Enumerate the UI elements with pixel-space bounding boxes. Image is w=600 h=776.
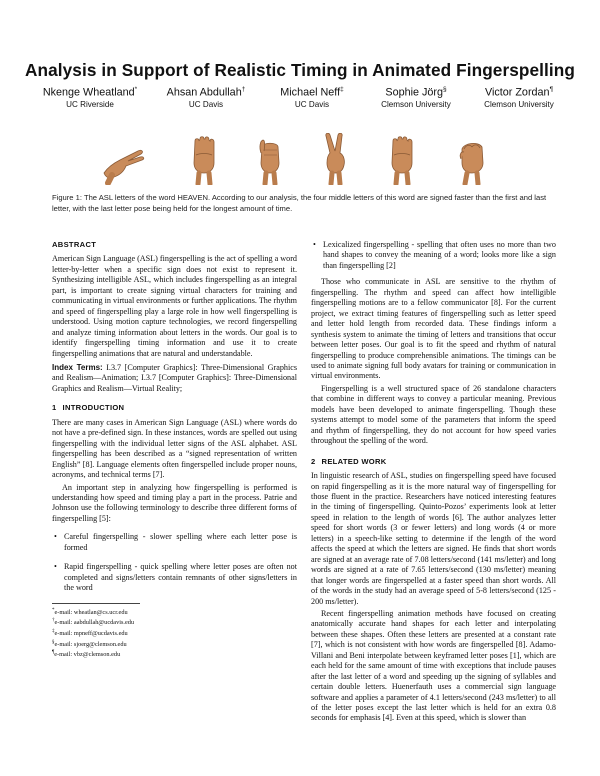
author-affiliation: UC Davis bbox=[188, 99, 224, 109]
bullet-item: • Lexicalized fingerspelling - spelling that often uses no more than two hand shapes to convey the meaning of a word; looks more like a sign than fingerspelling [2] bbox=[311, 240, 556, 271]
footnote-mark: § bbox=[52, 639, 55, 645]
footnote-text: e-mail: sjoerg@clemson.edu bbox=[54, 640, 127, 648]
hand-sign-e-image bbox=[380, 133, 426, 185]
footnote-text: e-mail: wheatlan@cs.ucr.edu bbox=[54, 608, 128, 616]
paragraph: Recent fingerspelling animation methods have focused on creating anatomically accurate hand shapes for each letter and interpolating between these shapes. Often these letters are presented at a constant rate [7], which is not consistent with how words are fingerspelled [8]. Adamo-Villani and Beni interpolate between keyframed letter poses [1], which are each held for the same amount of time with exceptions that include pauses after the last letter of a word and speeding up the signing of syllables and certain double letters. Huenerfauth uses a commercial sign language software and applies a parameter of 4.1 letters/second (243 ms/letter) to all of the letter poses except the last letter which is held for an extra 0.8 seconds for emphasis [4]. Even at this speed, which is slower than bbox=[311, 608, 556, 723]
abstract-heading: ABSTRACT bbox=[52, 240, 97, 249]
author-affiliation: UC Davis bbox=[294, 99, 330, 109]
author bbox=[460, 86, 578, 109]
footnote-text: e-mail: aabdullah@ucdavis.edu bbox=[54, 619, 135, 627]
index-terms bbox=[52, 363, 297, 394]
index-terms-label: Index Terms: bbox=[52, 362, 103, 372]
author-affiliation: UC Riverside bbox=[66, 99, 114, 109]
footnote-text: e-mail: vbz@clemson.edu bbox=[54, 651, 121, 659]
footnotes bbox=[52, 607, 297, 660]
author-affiliation: Clemson University bbox=[381, 99, 451, 109]
section-title: INTRODUCTION bbox=[62, 403, 125, 413]
author-mark: ‡ bbox=[340, 86, 344, 93]
footnote bbox=[52, 649, 297, 660]
author-name: Michael Neff bbox=[280, 86, 341, 99]
author-mark: * bbox=[134, 86, 138, 93]
paragraph: Those who communicate in ASL are sensitive to the rhythm of fingerspelling. The rhythm and speed can affect how intelligible fingerspelling motions are to a fellow communicator [8]. For the current project, we extract timing features of fingerspelling such as letter speed and letter hold length from recorded data. These findings inform a synthesis system to animate the timing of letters and transitions that occur between letter poses. Our goal is to fit the speed and rhythm of natural fingerspelling to produce comprehensible animations. The timings can be used to animate signing full body avatars for training or communication in virtual environments. bbox=[311, 277, 556, 381]
author-name: Sophie Jörg bbox=[385, 86, 443, 99]
figure-caption: Figure 1: The ASL letters of the word HEAVEN. According to our analysis, the four middle letters of this word are signed faster than the first and last letter, with the last letter pose being held for the longest amount of time. bbox=[52, 193, 547, 213]
author-name: Nkenge Wheatland bbox=[42, 86, 135, 99]
hand-sign-a-image bbox=[248, 133, 294, 185]
bullet-item: • Careful fingerspelling - slower spelling where each letter pose is formed bbox=[52, 532, 297, 553]
section-heading bbox=[52, 403, 297, 413]
footnote-mark: ¶ bbox=[52, 650, 55, 656]
footnote bbox=[52, 639, 297, 650]
footnote bbox=[52, 607, 297, 618]
section-heading bbox=[311, 457, 556, 467]
section-number: 1 bbox=[52, 403, 57, 413]
author-mark: ¶ bbox=[549, 86, 554, 93]
hand-sign-n-image bbox=[450, 133, 496, 185]
section-title: RELATED WORK bbox=[321, 456, 387, 466]
section-number: 2 bbox=[311, 456, 316, 466]
hand-sign-v-image bbox=[314, 133, 360, 185]
author-mark: † bbox=[241, 86, 246, 93]
footnote-mark: † bbox=[52, 618, 55, 624]
right-column bbox=[311, 240, 556, 726]
paragraph: Fingerspelling is a well structured space of 26 standalone characters that combine in different ways to convey a particular meaning. Previous models have been developed to animate fingerspelling. Though these systems attempt to model some of the parameters that inform the speed and rhythm of fingerspelling, they do not account for how speed varies throughout the spelling of the word. bbox=[311, 383, 556, 446]
paragraph: In linguistic research of ASL, studies on fingerspelling speed have focused on rapid fingerspelling as it is the more natural way of fingerspelling for those fluent in the practice. Researchers have noticed interesting features in the timing of fingerspelling. Quinto-Pozos’ experiments look at letter speed in relation to the length of words [6]. The author analyzes letter speed for short words (3 or fewer letters) and long words (4 or more letters) in a speech-like setting to determine if the length of the word affects the speed at which the letters are signed. He finds that short words are signed at an average rate of 7.08 letters/second (141 ms/letter) and long words are signed at a rate of 7.65 letters/second (130 ms/letter) meaning that longer words are fingerspelled at a faster speed than short words. All of the words in the study had an average speed of 5-8 letters/second (125 - 200 ms/letter). bbox=[311, 471, 556, 606]
footnote bbox=[52, 628, 297, 639]
bullet-list bbox=[311, 240, 556, 271]
author-name: Ahsan Abdullah bbox=[166, 86, 242, 99]
author bbox=[357, 86, 475, 109]
author bbox=[256, 86, 368, 109]
abstract-text: American Sign Language (ASL) fingerspelling is the act of spelling a word letter-by-letter when a specific sign does not exist to represent it. Synthesizing intelligible ASL, which includes fingerspelling as an integral part, is important to create signing virtual characters for training and communicating in virtual environments or further applications. The rhythm and speed of fingerspelling play a large role in how well fingerspelling is understood. Using motion capture technologies, we record fingerspelling and analyze timing information about letters in the words. Our goal is to identify fingerspelling timing information and use it to create fingerspelling animations that are natural and understandable. bbox=[52, 254, 297, 358]
paper-title: Analysis in Support of Realistic Timing in Animated Fingerspelling bbox=[25, 60, 575, 80]
left-column bbox=[52, 240, 297, 660]
hand-sign-e-image bbox=[182, 133, 228, 185]
footnote bbox=[52, 617, 297, 628]
author-mark: § bbox=[443, 86, 447, 93]
footnote-mark: ‡ bbox=[52, 628, 55, 634]
footnote-divider bbox=[52, 603, 140, 604]
author-name: Victor Zordan bbox=[484, 86, 550, 99]
index-terms-text: I.3.7 [Computer Graphics]: Three-Dimensional Graphics and Realism—Animation; I.3.7 [Computer Graphics]: Three-Dimensional Graphics and Realism—Virtual Reality; bbox=[52, 362, 297, 393]
footnote-mark: * bbox=[52, 607, 55, 613]
bullet-list bbox=[52, 532, 297, 593]
footnote-text: e-mail: mpneff@ucdavis.edu bbox=[54, 630, 128, 638]
bullet-item: • Rapid fingerspelling - quick spelling where letter poses are often not completed and signs/letters contain remnants of other signs/letters in the word bbox=[52, 562, 297, 593]
author bbox=[150, 86, 262, 109]
fingerspelling-figure bbox=[100, 133, 510, 185]
paragraph: There are many cases in American Sign Language (ASL) where words do not have a pre-defined sign. In these instances, words are spelled out using fingerspelling with the individual letter signs of the ASL alphabet. ASL fingerspelling has been described as a “signed representation of written English” [8]. Language elements often fingerspelled include proper nouns, acronyms, and technical terms [7]. bbox=[52, 417, 297, 480]
author-affiliation: Clemson University bbox=[484, 99, 554, 109]
author bbox=[34, 86, 146, 109]
paragraph: An important step in analyzing how fingerspelling is performed is understanding how speed and timing play a part in the process. Patrie and Johnson use the following terminology to describe three different forms of fingerspelling [5]: bbox=[52, 482, 297, 523]
hand-sign-h-image bbox=[100, 133, 146, 185]
author-list bbox=[20, 86, 580, 112]
